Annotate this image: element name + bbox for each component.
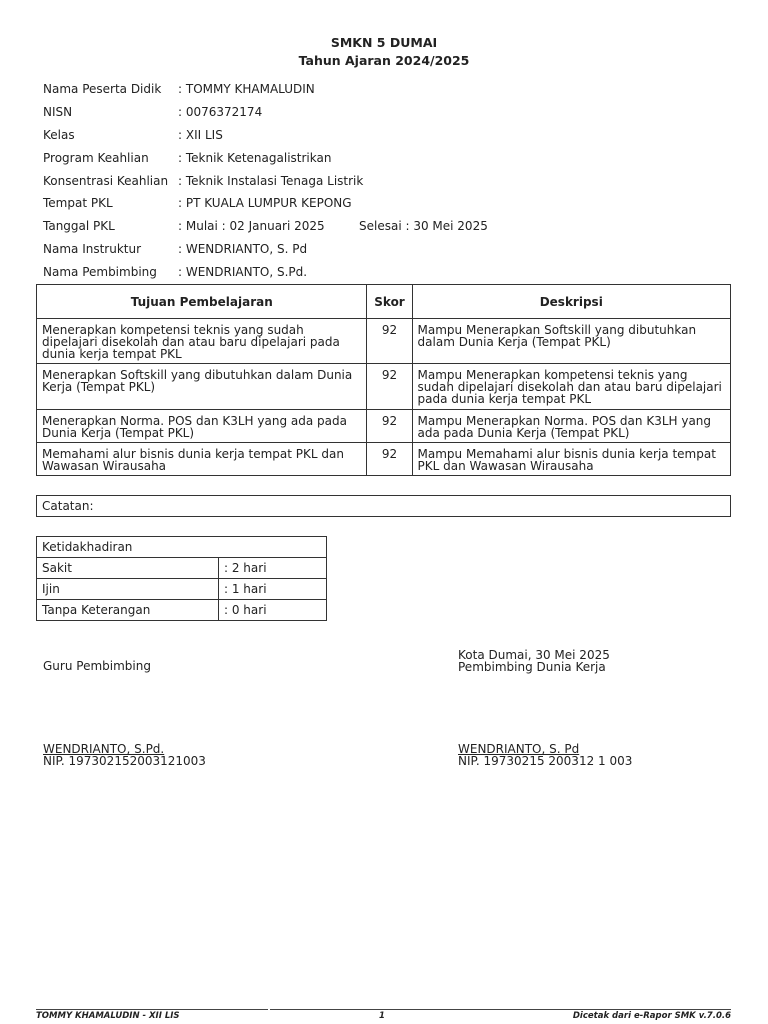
info-label-program: Program Keahlian [43, 151, 149, 165]
info-value-instructor: : WENDRIANTO, S. Pd [178, 242, 308, 256]
absence-title: Ketidakhadiran [37, 537, 327, 558]
description-cell: Mampu Menerapkan kompetensi teknis yang sudah dipelajari disekolah dan atau baru dipelajari pada dunia kerja tempat PKL [412, 364, 730, 410]
info-value-pkl-start: : Mulai : 02 Januari 2025 [178, 219, 325, 233]
table-row [37, 410, 731, 443]
info-value-name: : TOMMY KHAMALUDIN [178, 82, 315, 96]
table-header-row [37, 285, 731, 319]
info-label-supervisor: Nama Pembimbing [43, 265, 157, 279]
info-value-concentration: : Teknik Instalasi Tenaga Listrik [178, 174, 364, 188]
notes-label: Catatan: [42, 499, 94, 513]
score-cell: 92 [367, 410, 412, 443]
right-signature-title: Pembimbing Dunia Kerja [458, 660, 606, 674]
info-label-pkl-date: Tanggal PKL [43, 219, 115, 233]
school-name: SMKN 5 DUMAI [330, 35, 438, 50]
footer-student: TOMMY KHAMALUDIN - XII LIS [36, 1011, 180, 1021]
left-signature-title: Guru Pembimbing [43, 659, 151, 673]
info-value-nisn: : 0076372174 [178, 105, 263, 119]
description-cell: Mampu Memahami alur bisnis dunia kerja tempat PKL dan Wawasan Wirausaha [412, 443, 730, 476]
description-cell: Mampu Menerapkan Norma. POS dan K3LH yang ada pada Dunia Kerja (Tempat PKL) [412, 410, 730, 443]
absence-value: : 0 hari [219, 600, 327, 621]
info-label-class: Kelas [43, 128, 75, 142]
absence-label: Ijin [37, 579, 219, 600]
absence-table [36, 536, 327, 621]
footer-page-number: 1 [379, 1011, 385, 1021]
info-value-pkl-end: Selesai : 30 Mei 2025 [359, 219, 488, 233]
absence-row [37, 579, 327, 600]
absence-row [37, 558, 327, 579]
table-row [37, 364, 731, 410]
goal-cell: Menerapkan Softskill yang dibutuhkan dalam Dunia Kerja (Tempat PKL) [37, 364, 367, 410]
footer-divider-right [270, 1009, 731, 1010]
header-goal: Tujuan Pembelajaran [37, 285, 367, 319]
right-signer-nip: NIP. 19730215 200312 1 003 [458, 754, 633, 768]
goal-cell: Menerapkan kompetensi teknis yang sudah dipelajari disekolah dan atau baru dipelajari pada dunia kerja tempat PKL [37, 319, 367, 364]
absence-label: Sakit [37, 558, 219, 579]
score-cell: 92 [367, 364, 412, 410]
info-label-pkl-place: Tempat PKL [43, 196, 113, 210]
header-score: Skor [367, 285, 412, 319]
info-label-concentration: Konsentrasi Keahlian [43, 174, 169, 188]
info-label-name: Nama Peserta Didik [43, 82, 162, 96]
academic-year: Tahun Ajaran 2024/2025 [298, 53, 470, 68]
info-value-class: : XII LIS [178, 128, 223, 142]
assessment-table [36, 284, 731, 476]
absence-value: : 1 hari [219, 579, 327, 600]
absence-title-row [37, 537, 327, 558]
header-description: Deskripsi [412, 285, 730, 319]
info-value-supervisor: : WENDRIANTO, S.Pd. [178, 265, 308, 279]
info-value-pkl-place: : PT KUALA LUMPUR KEPONG [178, 196, 352, 210]
score-cell: 92 [367, 443, 412, 476]
table-row [37, 319, 731, 364]
notes-box [36, 495, 731, 517]
info-value-program: : Teknik Ketenagalistrikan [178, 151, 332, 165]
info-label-nisn: NISN [43, 105, 73, 119]
footer-source: Dicetak dari e-Rapor SMK v.7.0.6 [572, 1011, 731, 1021]
right-signer-name: WENDRIANTO, S. Pd [458, 742, 580, 756]
absence-label: Tanpa Keterangan [37, 600, 219, 621]
info-label-instructor: Nama Instruktur [43, 242, 142, 256]
absence-value: : 2 hari [219, 558, 327, 579]
goal-cell: Menerapkan Norma. POS dan K3LH yang ada pada Dunia Kerja (Tempat PKL) [37, 410, 367, 443]
description-cell: Mampu Menerapkan Softskill yang dibutuhkan dalam Dunia Kerja (Tempat PKL) [412, 319, 730, 364]
absence-row [37, 600, 327, 621]
goal-cell: Memahami alur bisnis dunia kerja tempat PKL dan Wawasan Wirausaha [37, 443, 367, 476]
score-cell: 92 [367, 319, 412, 364]
left-signer-name: WENDRIANTO, S.Pd. [43, 742, 165, 756]
footer-divider-left [36, 1009, 268, 1010]
left-signer-nip: NIP. 197302152003121003 [43, 754, 206, 768]
table-row [37, 443, 731, 476]
place-date: Kota Dumai, 30 Mei 2025 [458, 648, 610, 662]
